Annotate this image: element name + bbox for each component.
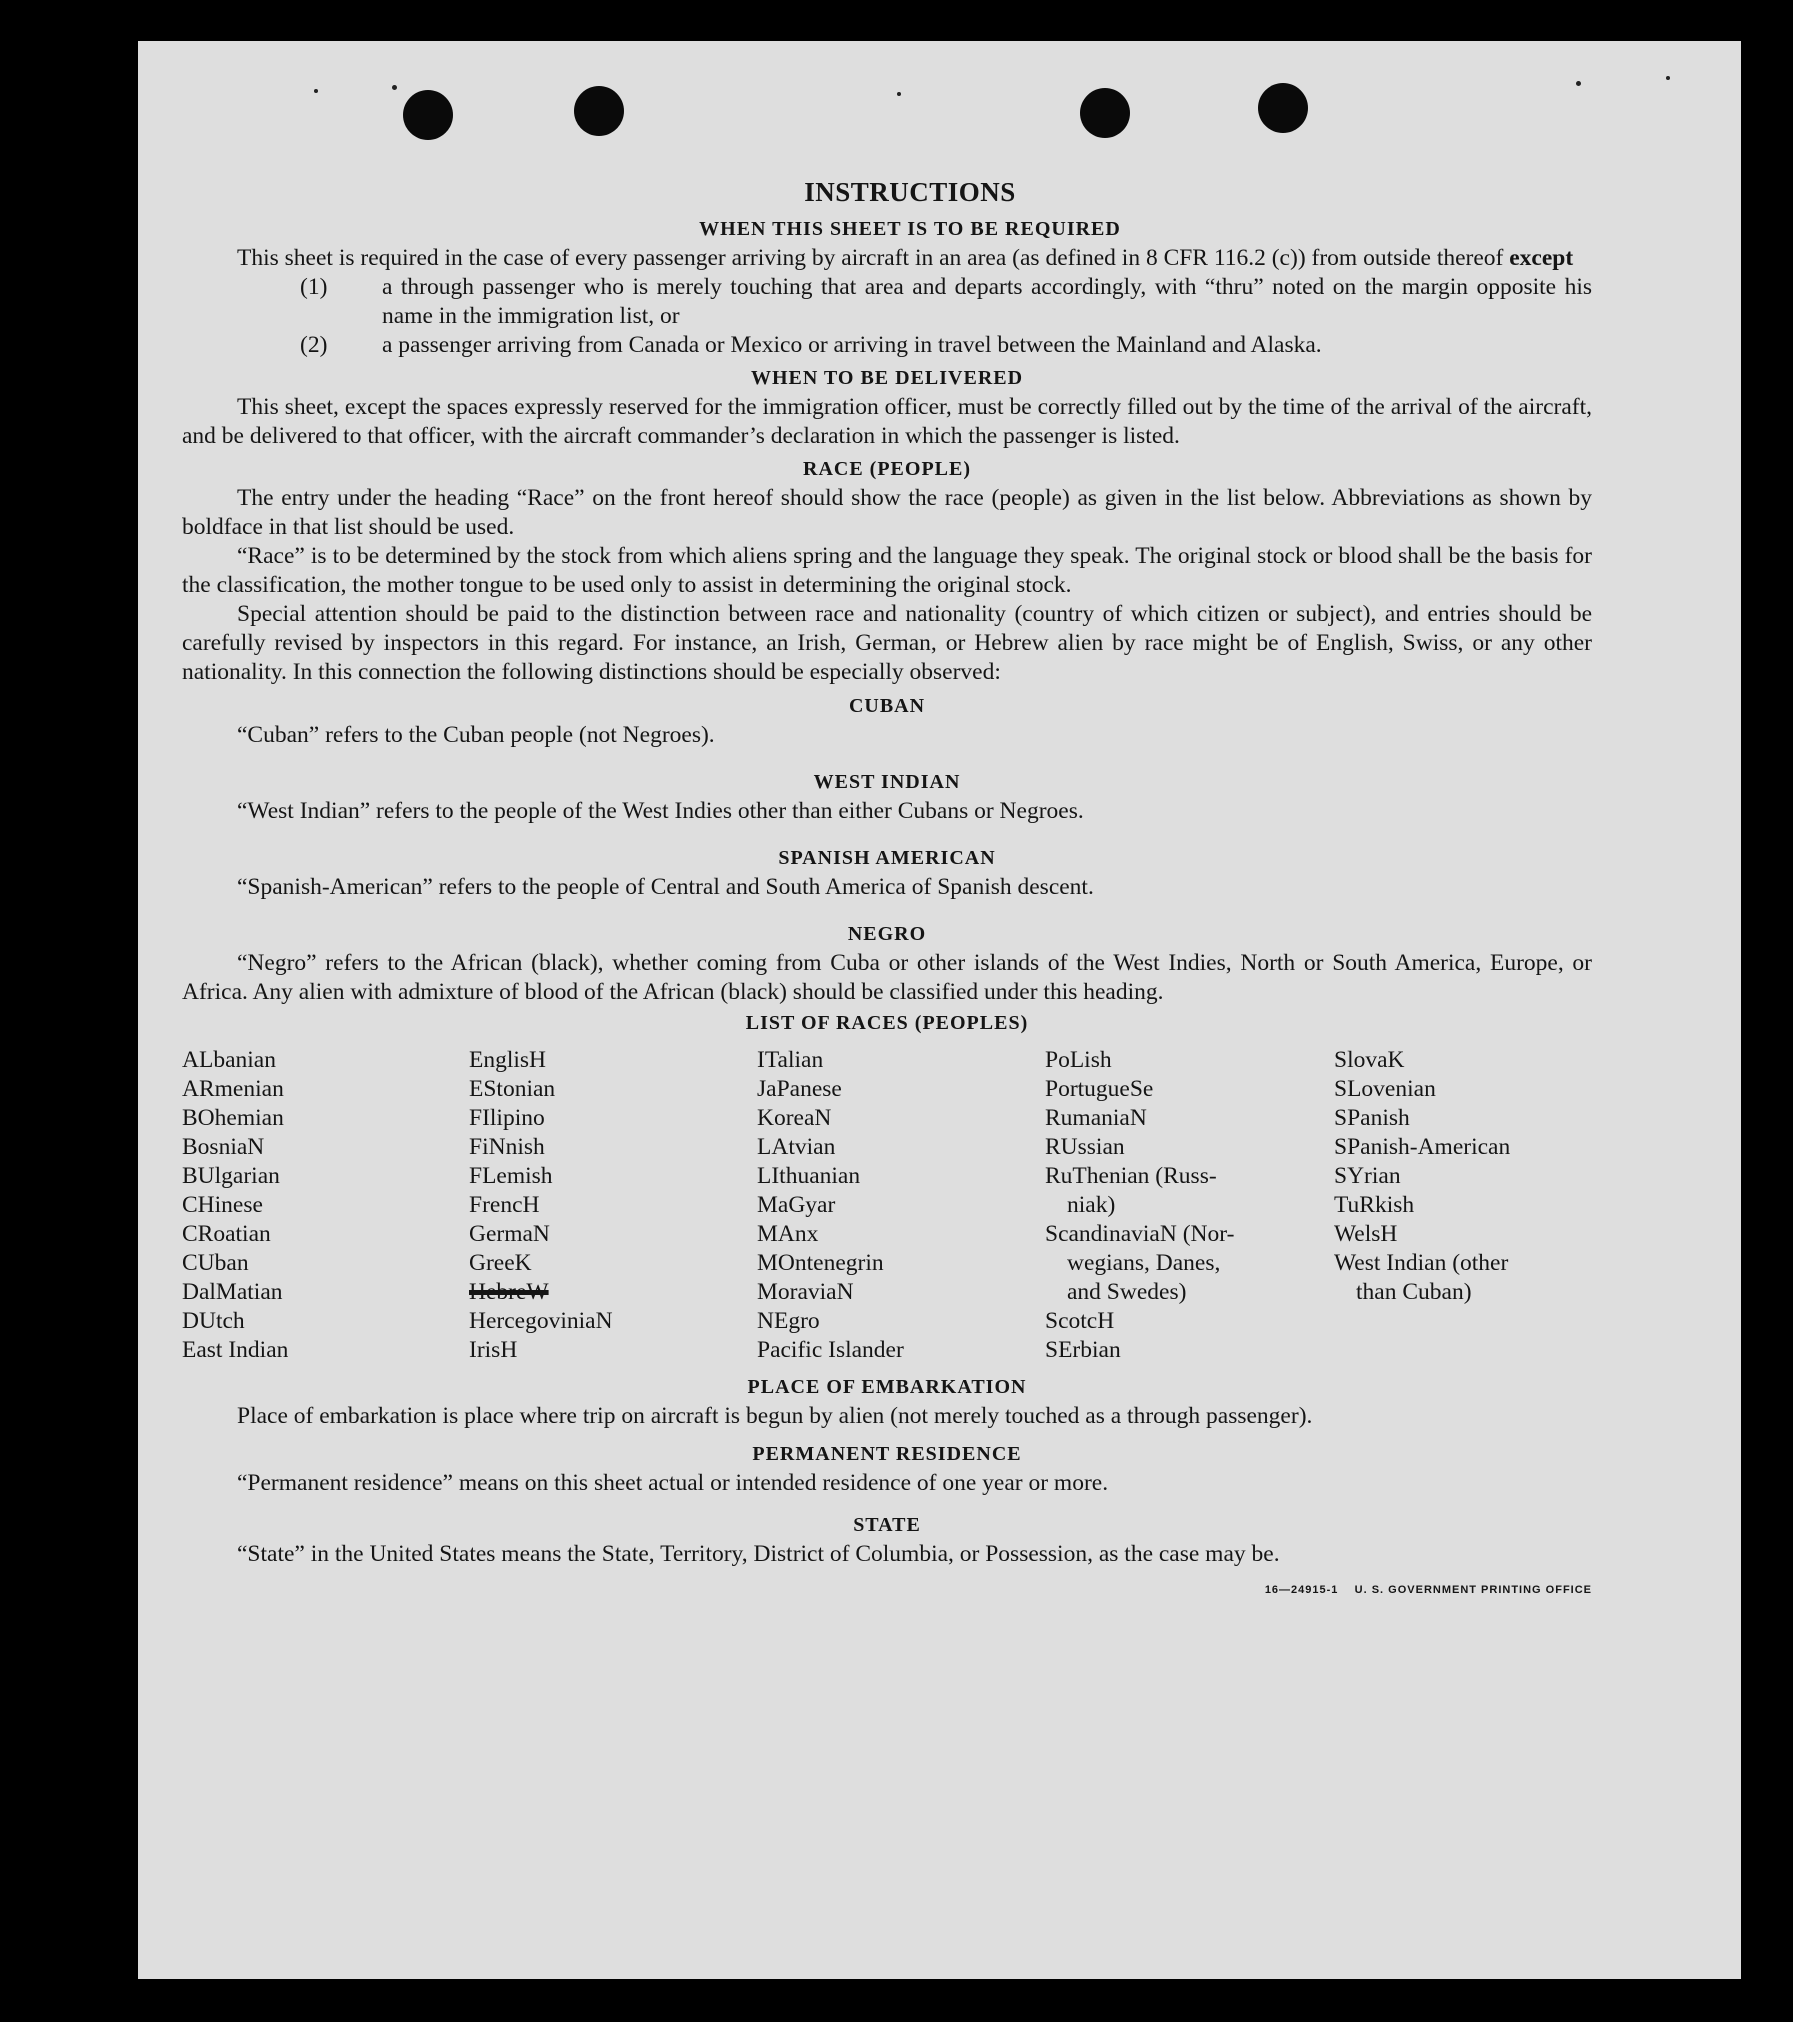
exception-item-2: (2) a passenger arriving from Canada or Mexico or arriving in travel between the Mainland and Alaska. (300, 332, 1322, 358)
punch-hole-4 (1258, 83, 1308, 133)
race-entry: MAnx (757, 1221, 819, 1247)
race-entry: FLemish (469, 1163, 553, 1189)
race-entry: West Indian (other (1334, 1250, 1509, 1276)
race-entry: EnglisH (469, 1047, 547, 1073)
speck (1666, 76, 1670, 80)
race-entry: SPanish-American (1334, 1134, 1511, 1160)
speck (897, 92, 901, 96)
race-entry: MoraviaN (757, 1279, 854, 1305)
race-entry: IrisH (469, 1337, 518, 1363)
race-entry: East Indian (182, 1337, 289, 1363)
instructions-content (182, 170, 1592, 1596)
race-entry: EStonian (469, 1076, 556, 1102)
race-entry: PortugueSe (1045, 1076, 1154, 1102)
punch-hole-2 (574, 86, 624, 136)
exception-item-1: (1) a through passenger who is merely touching that area and departs accordingly, with “thru” noted on the margin opposite his name in the immigration list, or (300, 274, 1592, 329)
heading-permanent-residence: PERMANENT RESIDENCE (752, 1443, 1022, 1465)
race-entry: WelsH (1334, 1221, 1398, 1247)
race-entry: DalMatian (182, 1279, 283, 1305)
speck (392, 85, 397, 90)
race-entry: DUtch (182, 1308, 245, 1334)
punch-hole-3 (1080, 88, 1130, 138)
race-paragraph-1: The entry under the heading “Race” on the front hereof should show the race (people) as given in the list below. Abbreviations as shown by boldface in that list should be used. (182, 485, 1592, 540)
negro-text: “Negro” refers to the African (black), whether coming from Cuba or other islands of the West Indies, North or South America, Europe, or Africa. Any alien with admixture of blood of the African (black) should be classified under this heading. (182, 950, 1592, 1005)
speck (1576, 81, 1581, 86)
race-entry: CHinese (182, 1192, 263, 1218)
race-entry: ARmenian (182, 1076, 284, 1102)
race-entry: wegians, Danes, (1067, 1250, 1221, 1276)
state-text: “State” in the United States means the State, Territory, District of Columbia, or Possession, as the case may be. 16—24915-1 U. S. GOVERNMENT PRINTING OFFICE (182, 1540, 1592, 1569)
race-entry: NEgro (757, 1308, 820, 1334)
race-entry: MaGyar (757, 1192, 836, 1218)
race-entry: LAtvian (757, 1134, 836, 1160)
embarkation-text: Place of embarkation is place where trip on aircraft is begun by alien (not merely touched as a through passenger). (237, 1403, 1313, 1429)
race-entry: ITalian (757, 1047, 824, 1073)
race-entry: CUban (182, 1250, 249, 1276)
spanish-american-text: “Spanish-American” refers to the people of Central and South America of Spanish descent. (237, 874, 1094, 900)
races-column-5 (1334, 1046, 1584, 1365)
heading-state: STATE (853, 1514, 921, 1536)
punch-hole-1 (403, 90, 453, 140)
when-delivered-text: This sheet, except the spaces expressly reserved for the immigration officer, must be correctly filled out by the time of the arrival of the aircraft, and be delivered to that officer, with the aircraft commander’s declaration in which the passenger is listed. (182, 394, 1592, 449)
race-entry: GermaN (469, 1221, 550, 1247)
races-column-4 (1045, 1046, 1334, 1365)
west-indian-text: “West Indian” refers to the people of the West Indies other than either Cubans or Negroes. (237, 798, 1084, 824)
race-entry: TuRkish (1334, 1192, 1415, 1218)
races-column-2 (469, 1046, 757, 1365)
heading-negro: NEGRO (847, 923, 927, 945)
heading-race: RACE (PEOPLE) (803, 458, 971, 480)
heading-west-indian: WEST INDIAN (813, 771, 961, 793)
race-entry: KoreaN (757, 1105, 832, 1131)
heading-list-of-races: LIST OF RACES (PEOPLES) (745, 1012, 1029, 1034)
heading-spanish-american: SPANISH AMERICAN (778, 847, 996, 869)
race-entry: SPanish (1334, 1105, 1410, 1131)
footer-print-line: 16—24915-1 U. S. GOVERNMENT PRINTING OFFICE (1264, 1584, 1592, 1596)
race-entry: ALbanian (182, 1047, 276, 1073)
race-entry: RumaniaN (1045, 1105, 1147, 1131)
races-column-1 (182, 1046, 469, 1365)
residence-text: “Permanent residence” means on this sheet actual or intended residence of one year or more. (237, 1470, 1109, 1496)
when-required-intro: This sheet is required in the case of every passenger arriving by aircraft in an area (as defined in 8 CFR 116.2 (c)) from outside thereof except (237, 245, 1574, 271)
race-entry: niak) (1067, 1192, 1116, 1218)
speck (314, 89, 318, 93)
heading-when-delivered: WHEN TO BE DELIVERED (750, 367, 1024, 389)
race-entry: PoLish (1045, 1047, 1112, 1073)
race-entry: and Swedes) (1067, 1279, 1187, 1305)
race-entry: RUssian (1045, 1134, 1125, 1160)
race-entry: FIlipino (469, 1105, 545, 1131)
race-entry: ScandinaviaN (Nor- (1045, 1221, 1235, 1247)
races-column-3 (757, 1046, 1045, 1365)
race-entry: LIthuanian (757, 1163, 861, 1189)
race-entry: FrencH (469, 1192, 540, 1218)
race-entry: FiNnish (469, 1134, 545, 1160)
race-entry: than Cuban) (1356, 1279, 1472, 1305)
race-entry: GreeK (469, 1250, 532, 1276)
race-paragraph-3: Special attention should be paid to the distinction between race and nationality (country of which citizen or subject), and entries should be carefully revised by inspectors in this regard. For instance, an Irish, German, or Hebrew alien by race might be of English, Swiss, or any other nationality. In this connection the following distinctions should be especially observed: (182, 601, 1592, 685)
race-entry: CRoatian (182, 1221, 271, 1247)
race-entry: SErbian (1045, 1337, 1121, 1363)
race-entry: MOntenegrin (757, 1250, 884, 1276)
race-entry: Pacific Islander (757, 1337, 904, 1363)
heading-embarkation: PLACE OF EMBARKATION (747, 1376, 1027, 1398)
race-entry: JaPanese (757, 1076, 842, 1102)
race-entry: SlovaK (1334, 1047, 1405, 1073)
race-entry: BosniaN (182, 1134, 265, 1160)
race-paragraph-2: “Race” is to be determined by the stock from which aliens spring and the language they speak. The original stock or blood shall be the basis for the classification, the mother tongue to be used only to assist in determining the original stock. (182, 543, 1592, 598)
race-entry-struck: HebreW (469, 1279, 549, 1305)
page-title: INSTRUCTIONS (804, 177, 1016, 207)
race-entry: RuThenian (Russ- (1045, 1163, 1217, 1189)
race-entry: SYrian (1334, 1163, 1401, 1189)
race-entry: SLovenian (1334, 1076, 1436, 1102)
race-entry: HercegoviniaN (469, 1308, 613, 1334)
race-entry: ScotcH (1045, 1308, 1115, 1334)
race-entry: BUlgarian (182, 1163, 280, 1189)
cuban-text: “Cuban” refers to the Cuban people (not Negroes). (237, 722, 715, 748)
race-entry: BOhemian (182, 1105, 284, 1131)
heading-when-required: WHEN THIS SHEET IS TO BE REQUIRED (699, 218, 1121, 240)
heading-cuban: CUBAN (848, 695, 926, 717)
document-page (138, 41, 1741, 1979)
races-list (182, 1046, 1592, 1365)
